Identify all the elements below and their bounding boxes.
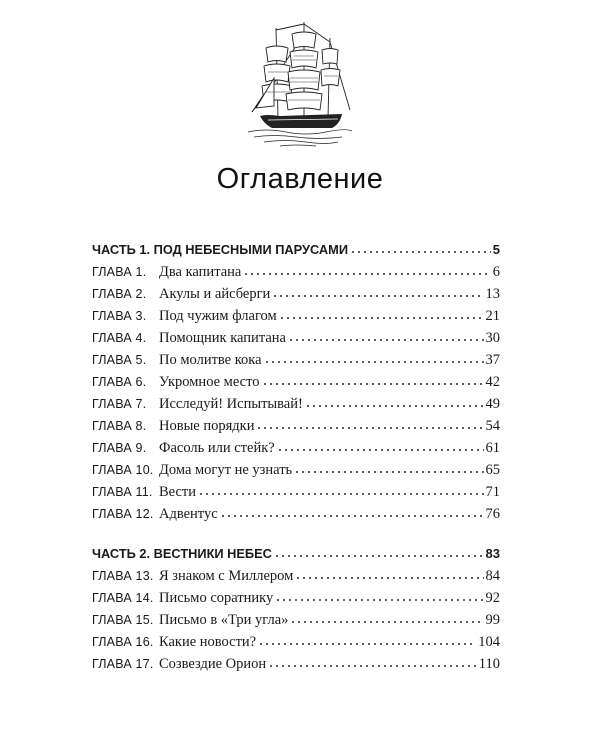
chapter-label: ГЛАВА 6. bbox=[92, 375, 147, 389]
chapter-title: Письмо в «Три угла» bbox=[159, 612, 289, 628]
chapter-label: ГЛАВА 10. bbox=[92, 463, 154, 477]
chapter-label: ГЛАВА 13. bbox=[92, 569, 154, 583]
page-number: 54 bbox=[485, 418, 500, 434]
part-heading[interactable] bbox=[92, 239, 500, 261]
page-number: 110 bbox=[478, 656, 500, 672]
page-number: 13 bbox=[485, 286, 500, 302]
chapter-label: ГЛАВА 5. bbox=[92, 353, 147, 367]
leader-dots bbox=[294, 470, 483, 474]
page-title: Оглавление bbox=[216, 163, 384, 195]
leader-dots bbox=[264, 360, 484, 364]
chapter-label: ГЛАВА 4. bbox=[92, 331, 147, 345]
chapter-title: Письмо соратнику bbox=[159, 590, 274, 606]
toc-entry[interactable] bbox=[92, 261, 500, 283]
chapter-title: Вести bbox=[159, 484, 197, 500]
page-number: 42 bbox=[485, 374, 500, 390]
page-number: 71 bbox=[485, 484, 500, 500]
leader-dots bbox=[256, 426, 483, 430]
leader-dots bbox=[262, 382, 484, 386]
chapter-title: Акулы и айсберги bbox=[159, 286, 271, 302]
chapter-label: ГЛАВА 3. bbox=[92, 309, 147, 323]
chapter-title: Адвентус bbox=[159, 506, 218, 522]
toc-entry[interactable] bbox=[92, 459, 500, 481]
chapter-label: ГЛАВА 9. bbox=[92, 441, 147, 455]
toc-entry[interactable] bbox=[92, 283, 500, 305]
leader-dots bbox=[243, 272, 490, 276]
page-number: 61 bbox=[485, 440, 500, 456]
page-number: 92 bbox=[485, 590, 500, 606]
chapter-label: ГЛАВА 1. bbox=[92, 265, 147, 279]
chapter-label: ГЛАВА 15. bbox=[92, 613, 154, 627]
leader-dots bbox=[277, 448, 484, 452]
chapter-label: ГЛАВА 14. bbox=[92, 591, 154, 605]
leader-dots bbox=[288, 338, 484, 342]
sailing-ship-icon bbox=[246, 20, 354, 150]
chapter-title: Фасоль или стейк? bbox=[159, 440, 275, 456]
chapter-title: Под чужим флагом bbox=[159, 308, 277, 324]
chapter-label: ГЛАВА 8. bbox=[92, 419, 147, 433]
chapter-title: Дома могут не узнать bbox=[159, 462, 293, 478]
chapter-title: По молитве кока bbox=[159, 352, 262, 368]
chapter-title: Я знаком с Миллером bbox=[159, 568, 294, 584]
chapter-label: ГЛАВА 11. bbox=[92, 485, 153, 499]
chapter-label: ГЛАВА 7. bbox=[92, 397, 147, 411]
part-title: ЧАСТЬ 1. ПОД НЕБЕСНЫМИ ПАРУСАМИ bbox=[92, 242, 349, 257]
page-number: 65 bbox=[485, 462, 500, 478]
leader-dots bbox=[220, 514, 484, 518]
page-number: 76 bbox=[485, 506, 500, 522]
chapter-title: Два капитана bbox=[159, 264, 242, 280]
chapter-title: Какие новости? bbox=[159, 634, 257, 650]
chapter-label: ГЛАВА 12. bbox=[92, 507, 154, 521]
toc-entry[interactable] bbox=[92, 609, 500, 631]
toc-entry[interactable] bbox=[92, 587, 500, 609]
part-heading[interactable] bbox=[92, 543, 500, 565]
chapter-title: Созвездие Орион bbox=[159, 656, 267, 672]
toc-entry[interactable] bbox=[92, 393, 500, 415]
leader-dots bbox=[295, 576, 483, 580]
chapter-title: Новые порядки bbox=[159, 418, 255, 434]
chapter-label: ГЛАВА 2. bbox=[92, 287, 147, 301]
leader-dots bbox=[275, 598, 483, 602]
toc-entry[interactable] bbox=[92, 653, 500, 675]
toc-entry[interactable] bbox=[92, 327, 500, 349]
leader-dots bbox=[268, 664, 477, 668]
page-number: 104 bbox=[478, 634, 500, 650]
page-number: 49 bbox=[485, 396, 500, 412]
chapter-title: Помощник капитана bbox=[159, 330, 286, 346]
page-number: 6 bbox=[492, 264, 500, 280]
leader-dots bbox=[274, 554, 484, 558]
chapter-label: ГЛАВА 17. bbox=[92, 657, 154, 671]
toc-entry[interactable] bbox=[92, 305, 500, 327]
page-number: 37 bbox=[485, 352, 500, 368]
page-number: 5 bbox=[492, 242, 500, 257]
leader-dots bbox=[272, 294, 483, 298]
chapter-label: ГЛАВА 16. bbox=[92, 635, 154, 649]
toc-entry[interactable] bbox=[92, 481, 500, 503]
leader-dots bbox=[279, 316, 484, 320]
toc-entry[interactable] bbox=[92, 349, 500, 371]
leader-dots bbox=[350, 250, 491, 254]
toc-entry[interactable] bbox=[92, 503, 500, 525]
leader-dots bbox=[258, 642, 476, 646]
toc-entry[interactable] bbox=[92, 437, 500, 459]
page-number: 99 bbox=[485, 612, 500, 628]
toc-entry[interactable] bbox=[92, 415, 500, 437]
chapter-title: Исследуй! Испытывай! bbox=[159, 396, 303, 412]
page-number: 84 bbox=[485, 568, 500, 584]
leader-dots bbox=[305, 404, 484, 408]
toc-entry[interactable] bbox=[92, 631, 500, 653]
toc-entry[interactable] bbox=[92, 371, 500, 393]
page-number: 21 bbox=[485, 308, 500, 324]
toc-entry[interactable] bbox=[92, 565, 500, 587]
page-number: 30 bbox=[485, 330, 500, 346]
chapter-title: Укромное место bbox=[159, 374, 260, 390]
leader-dots bbox=[198, 492, 483, 496]
part-title: ЧАСТЬ 2. ВЕСТНИКИ НЕБЕС bbox=[92, 546, 272, 561]
leader-dots bbox=[290, 620, 483, 624]
page-number: 83 bbox=[485, 546, 500, 561]
